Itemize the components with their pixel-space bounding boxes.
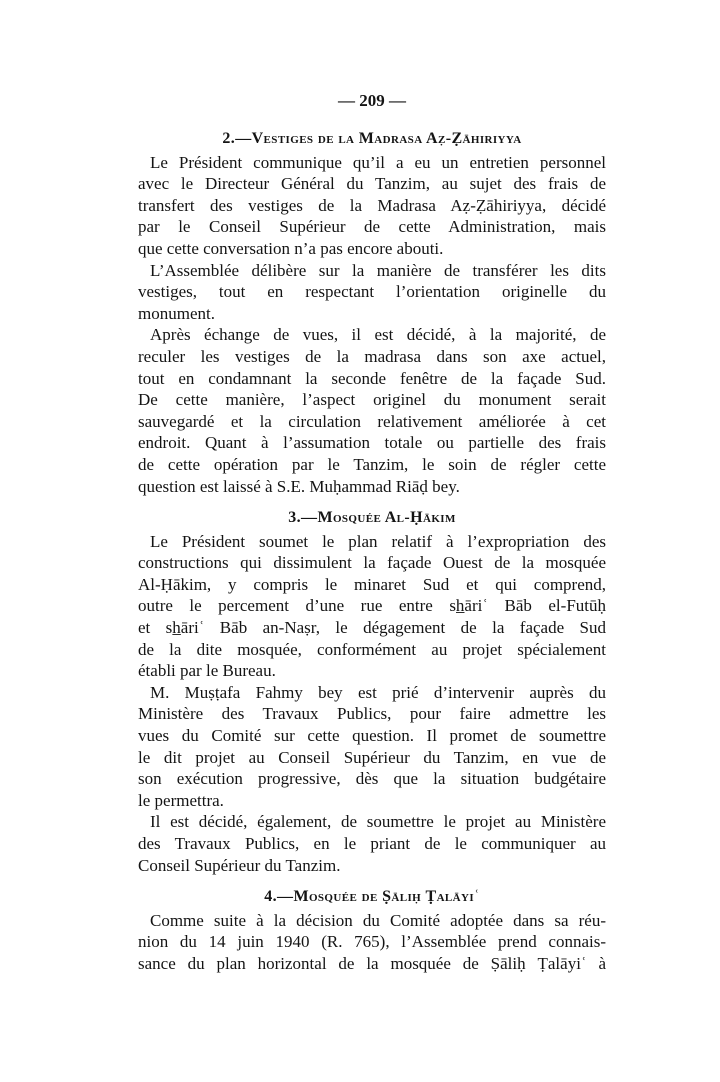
- text-line: endroit. Quant à l’assumation totale ou partielle des frais: [138, 433, 606, 453]
- text-line: Ministère des Travaux Publics, pour faire admettre les: [138, 704, 606, 724]
- text-line: établi par le Bureau.: [138, 661, 276, 681]
- text-line: outre le percement d’une rue entre sh̲āriʿ Bāb el-Futūḥ: [138, 596, 606, 616]
- text-line: constructions qui dissimulent la façade Ouest de la mosquée: [138, 553, 606, 573]
- text-line: son exécution progressive, dès que la situation budgétaire: [138, 769, 606, 789]
- text-line: L’Assemblée délibère sur la manière de transférer les dits: [150, 260, 606, 280]
- paragraph: [138, 260, 606, 325]
- paragraph: [138, 324, 606, 497]
- page-number: — 209 —: [338, 91, 406, 110]
- text-line: Après échange de vues, il est décidé, à la majorité, de: [150, 325, 606, 345]
- text-line: Il est décidé, également, de soumettre le projet au Ministère: [150, 812, 606, 832]
- text-line: sauvegardé et la circulation relativement améliorée à cet: [138, 411, 606, 431]
- text-line: le permettra.: [138, 790, 224, 810]
- text-line: Al-Ḥākim, y compris le minaret Sud et qui comprend,: [138, 574, 606, 594]
- text-line: et sh̲āriʿ Bāb an-Naṣr, le dégagement de la façade Sud: [138, 618, 606, 638]
- paragraph: [138, 811, 606, 876]
- text-line: par le Conseil Supérieur de cette Administration, mais: [138, 217, 606, 237]
- text-line: reculer les vestiges de la madrasa dans son axe actuel,: [138, 346, 606, 366]
- text-line: des Travaux Publics, en le priant de le communiquer au: [138, 834, 606, 853]
- paragraph: [138, 682, 606, 812]
- paragraph: [138, 152, 606, 260]
- text-line: le dit projet au Conseil Supérieur du Tanzim, en vue de: [138, 747, 606, 767]
- text-line: nion du 14 juin 1940 (R. 765), l’Assemblée prend connais-: [138, 932, 606, 952]
- text-line: vues du Comité sur cette question. Il promet de soumettre: [138, 726, 606, 746]
- text-line: Le Président soumet le plan relatif à l’expropriation des: [150, 531, 606, 551]
- text-line: vestiges, tout en respectant l’orientation originelle du: [138, 282, 606, 302]
- text-line: transfert des vestiges de la Madrasa Aẓ-Ẓāhiriyya, décidé: [138, 195, 606, 215]
- text-line: De cette manière, l’aspect originel du monument serait: [138, 390, 606, 410]
- page-body: [138, 128, 606, 975]
- text-line: de cette opération par le Tanzim, le soin de régler cette: [138, 454, 606, 474]
- document-page: [138, 90, 606, 975]
- text-line: M. Muṣṭafa Fahmy bey est prié d’intervenir auprès du: [150, 682, 606, 702]
- text-line: que cette conversation n’a pas encore abouti.: [138, 238, 444, 258]
- text-line: de la dite mosquée, conformément au projet spécialement: [138, 639, 606, 659]
- text-line: avec le Directeur Général du Tanzim, au sujet des frais de: [138, 174, 606, 194]
- section: [138, 128, 606, 497]
- text-line: Le Président communique qu’il a eu un entretien personnel: [150, 152, 606, 172]
- text-line: Conseil Supérieur du Tanzim.: [138, 855, 341, 875]
- section-heading: 4.—Mosquée de Ṣāliḥ Ṭalāyiʿ: [264, 888, 480, 906]
- section: [138, 507, 606, 876]
- text-line: tout en condamnant la seconde fenêtre de la façade Sud.: [138, 368, 606, 388]
- text-line: Comme suite à la décision du Comité adoptée dans sa réu-: [150, 910, 606, 930]
- text-line: monument.: [138, 303, 215, 323]
- section-heading: 3.—Mosquée Al-Ḥākim: [288, 509, 456, 527]
- section: [138, 886, 606, 974]
- paragraph: [138, 910, 606, 975]
- section-heading: 2.—Vestiges de la Madrasa Aẓ-Ẓāhiriyya: [222, 130, 522, 147]
- text-line: sance du plan horizontal de la mosquée de Ṣāliḥ Ṭalāyiʿ à: [138, 953, 606, 973]
- paragraph: [138, 531, 606, 682]
- text-line: question est laissé à S.E. Muḥammad Riāḍ bey.: [138, 476, 460, 496]
